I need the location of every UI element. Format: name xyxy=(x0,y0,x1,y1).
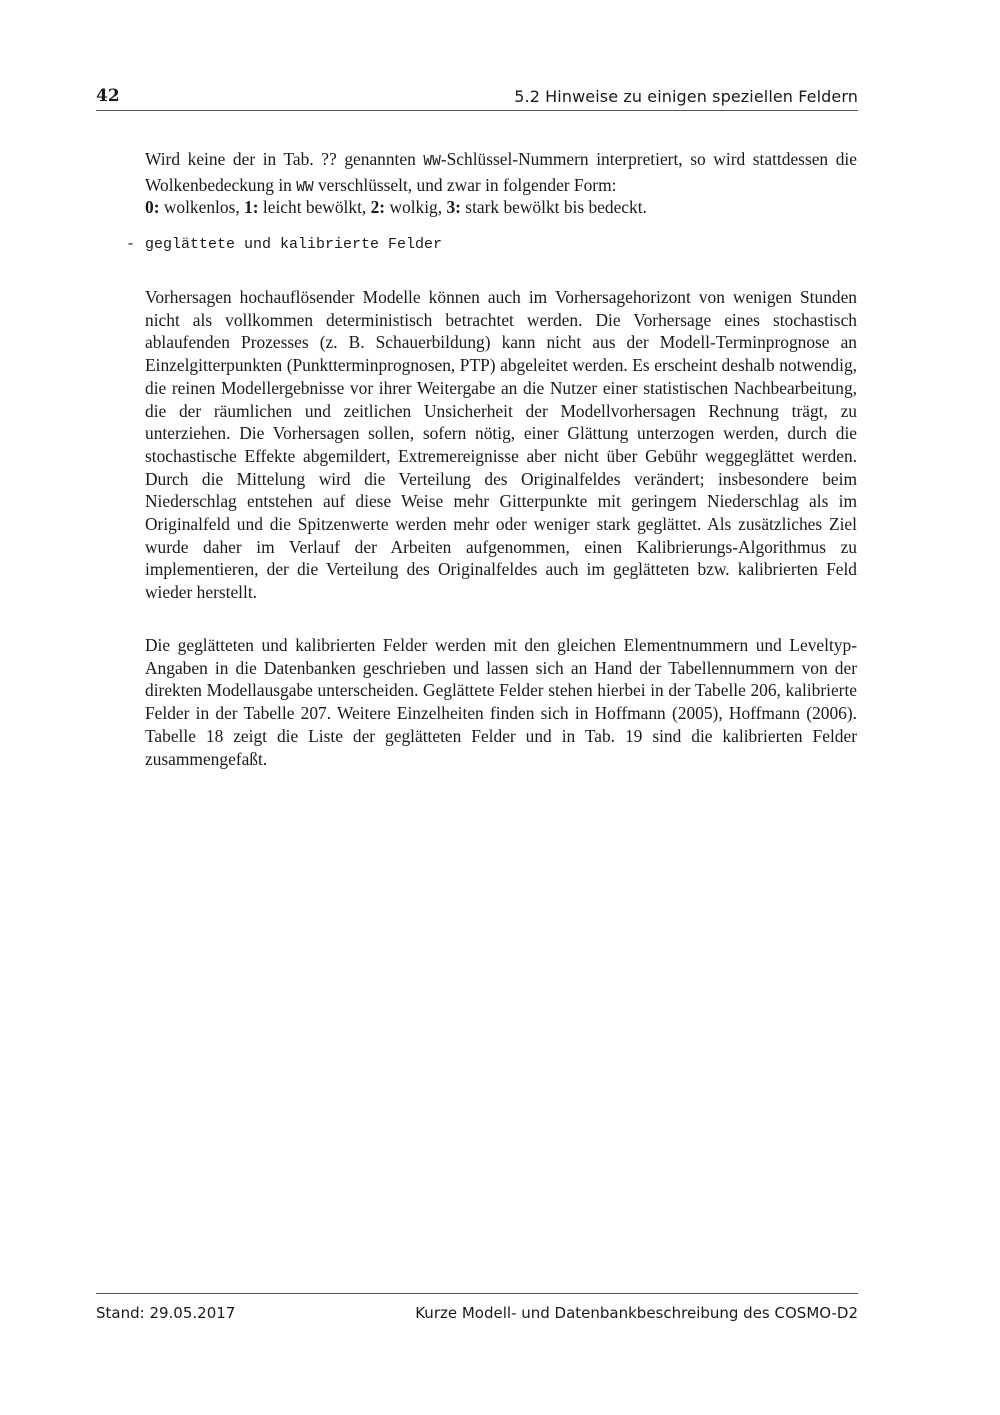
footer-doc-title: Kurze Modell- und Datenbankbeschreibung des COSMO-D2 xyxy=(415,1304,858,1322)
footer-date: Stand: 29.05.2017 xyxy=(96,1304,236,1322)
code-label-3: stark bewölkt bis bedeckt. xyxy=(460,197,647,217)
list-marker: - xyxy=(126,236,136,253)
page-header xyxy=(96,86,858,111)
code-key-3: 3: xyxy=(446,197,461,217)
code-label-1: leicht bewölkt, xyxy=(258,197,371,217)
ww-code-2: WW xyxy=(296,179,314,196)
code-key-2: 2: xyxy=(370,197,386,217)
cloud-cover-codes xyxy=(145,196,647,219)
para1-text-1: Wird keine der in Tab. ?? genannten xyxy=(145,149,424,169)
paragraph-calibrated-fields: Die geglätteten und kalibrierten Felder werden mit den gleichen Elementnummern und Leveltyp-Angaben in die Datenbanken geschrieben und lassen sich an Hand der Tabellennummern von der direkten Modellausgabe unterscheiden. Geglättete Felder stehen hierbei in der Tabelle 206, kalibrierte Felder in der Tabelle 207. Weitere Einzelheiten finden sich in Hoffmann (2005), Hoffmann (2006). Tabelle 18 zeigt die Liste der geglätteten Felder und in Tab. 19 sind die kalibrierten Felder zusammengefaßt. xyxy=(145,635,857,769)
code-key-0: 0: xyxy=(145,197,160,217)
page-footer xyxy=(96,1293,858,1324)
section-heading: geglättete und kalibrierte Felder xyxy=(145,236,443,253)
code-label-2: wolkig, xyxy=(385,197,447,217)
paragraph-smoothing: Vorhersagen hochauflösender Modelle können auch im Vorhersagehorizont von wenigen Stunden nicht als vollkommen deterministisch betrachtet werden. Die Vorhersage eines stochastisch ablaufenden Prozesses (z. B. Schauerbildung) kann nicht aus der Modell-Terminprognose an Einzelgitterpunkten (Punktterminprognosen, PTP) abgeleitet werden. Es erscheint deshalb notwendig, die reinen Modellergebnisse vor ihrer Weitergabe an die Nutzer einer statistischen Nachbearbeitung, die der räumlichen und zeitlichen Unsicherheit der Modellvorhersagen Rechnung trägt, zu unterziehen. Die Vorhersagen sollen, sofern nötig, einer Glättung unterzogen werden, durch die stochastische Effekte abgemildert, Extremereignisse aber nicht über Gebühr weggeglättet werden. Durch die Mittelung wird die Verteilung des Originalfeldes verändert; insbesondere beim Niederschlag entstehen auf diese Weise mehr Gitterpunkte mit geringem Niederschlag als im Originalfeld und die Spitzenwerte werden mehr oder weniger stark geglättet. Als zusätzliches Ziel wurde daher im Verlauf der Arbeiten aufgenommen, einen Kalibrierungs-Algorithmus zu implementieren, der die Verteilung des Originalfeldes auch im geglätteten bzw. kalibrierten Feld wieder herstellt. xyxy=(145,287,857,603)
para1-text-3: verschlüsselt, und zwar in folgender Form: xyxy=(313,174,617,195)
ww-code-1: WW xyxy=(423,154,441,170)
code-label-0: wolkenlos, xyxy=(159,197,245,217)
page-number: 42 xyxy=(96,86,120,106)
para1-text-2: -Schlüssel-Nummern interpretiert, so wird stattdessen die Wolkenbedeckung in xyxy=(145,149,857,195)
running-title: 5.2 Hinweise zu einigen speziellen Feldern xyxy=(514,87,858,106)
code-key-1: 1: xyxy=(244,197,259,217)
paragraph-ww-codes xyxy=(145,148,857,199)
